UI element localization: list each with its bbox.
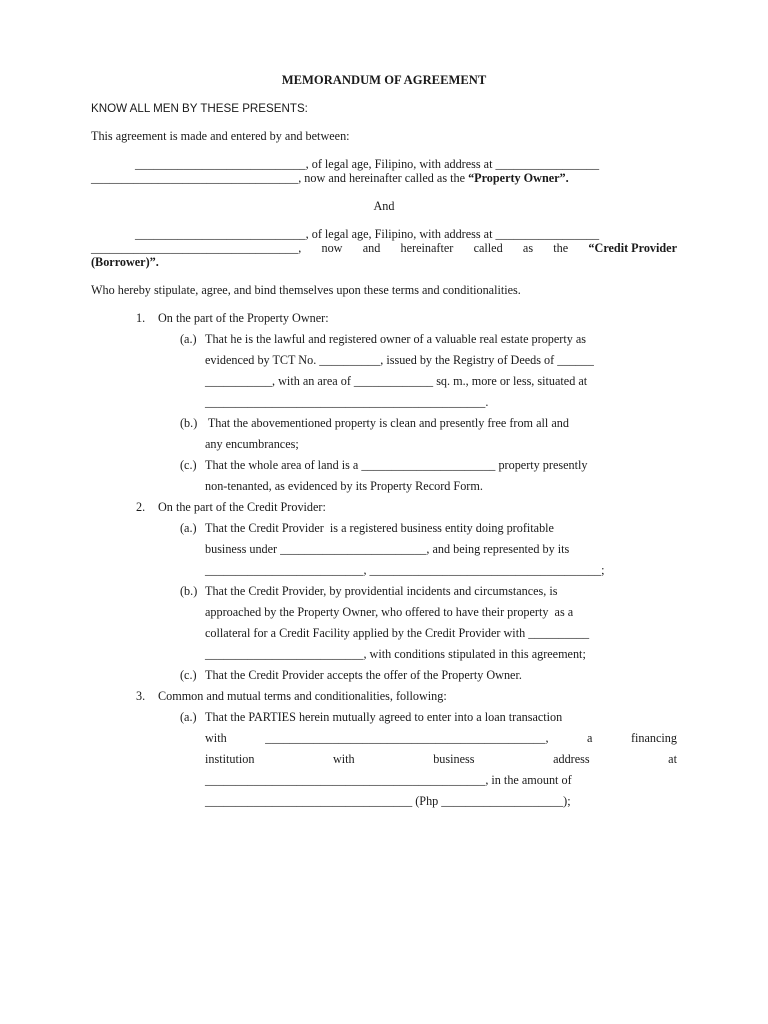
- s3-a-line1: That the PARTIES herein mutually agreed to enter into a loan transaction: [205, 710, 563, 724]
- word: with: [205, 731, 227, 745]
- s1-a-line4: ______________________________________________.: [205, 395, 489, 409]
- word: the: [553, 241, 569, 255]
- section-3-number: 3.: [136, 689, 146, 703]
- section-2-heading: On the part of the Credit Provider:: [158, 500, 326, 514]
- word: hereinafter: [400, 241, 454, 255]
- s3-a-line2: [205, 731, 677, 746]
- party1-line2-text: __________________________________, now and hereinafter called as the: [91, 171, 469, 185]
- and-separator: And: [373, 199, 395, 213]
- word: and: [362, 241, 381, 255]
- section-2-number: 2.: [136, 500, 146, 514]
- party2-blank: __________________________________,: [91, 241, 302, 255]
- word: with: [332, 752, 355, 766]
- s1-b-line1: That the abovementioned property is clean and presently free from all and: [205, 416, 569, 430]
- s2-a-line1: That the Credit Provider is a registered business entity doing profitable: [205, 521, 554, 535]
- s1-c-line1: That the whole area of land is a ______________________ property presently: [205, 458, 588, 472]
- word: business: [433, 752, 475, 766]
- lender-blank: ______________________________________________,: [265, 731, 549, 745]
- s1-b-line2: any encumbrances;: [205, 437, 299, 451]
- item-marker: (a.): [180, 521, 197, 535]
- item-marker: (b.): [180, 416, 198, 430]
- item-marker: (c.): [180, 458, 197, 472]
- s3-a-line3: [205, 752, 677, 767]
- s1-a-line1: That he is the lawful and registered owner of a valuable real estate property as: [205, 332, 587, 346]
- item-marker: (a.): [180, 332, 197, 346]
- section-3-heading: Common and mutual terms and conditionalities, following:: [158, 689, 447, 703]
- intro-text: This agreement is made and entered by and between:: [91, 129, 350, 143]
- word: at: [668, 752, 677, 766]
- property-owner-term: “Property Owner”.: [468, 171, 569, 185]
- stipulate-text: Who hereby stipulate, agree, and bind themselves upon these terms and conditionalities.: [91, 283, 521, 297]
- s2-a-line3: __________________________, ______________________________________;: [205, 563, 605, 577]
- s2-c-line1: That the Credit Provider accepts the offer of the Property Owner.: [205, 668, 522, 682]
- item-marker: (b.): [180, 584, 198, 598]
- s2-a-line2: business under ________________________, and being represented by its: [205, 542, 570, 556]
- credit-provider-term: “Credit Provider: [588, 241, 677, 255]
- know-all-heading: KNOW ALL MEN BY THESE PRESENTS:: [91, 102, 308, 115]
- s1-a-line2: evidenced by TCT No. __________, issued by the Registry of Deeds of ______: [205, 353, 594, 367]
- s1-c-line2: non-tenanted, as evidenced by its Property Record Form.: [205, 479, 483, 493]
- party1-line2: [91, 171, 569, 186]
- word: now: [321, 241, 343, 255]
- s3-a-line5: __________________________________ (Php ____________________);: [205, 794, 571, 808]
- party2-line2: [91, 241, 677, 256]
- word: institution: [205, 752, 255, 766]
- section-1-number: 1.: [136, 311, 146, 325]
- s2-b-line2: approached by the Property Owner, who offered to have their property as a: [205, 605, 574, 619]
- party1-line1: ____________________________, of legal age, Filipino, with address at _________________: [135, 157, 600, 171]
- s2-b-line1: That the Credit Provider, by providential incidents and circumstances, is: [205, 584, 558, 598]
- word: as: [522, 241, 534, 255]
- party2-line1: ____________________________, of legal age, Filipino, with address at _________________: [135, 227, 600, 241]
- s3-a-line4: ______________________________________________, in the amount of: [205, 773, 572, 787]
- document-title: MEMORANDUM OF AGREEMENT: [281, 73, 487, 87]
- s2-b-line3: collateral for a Credit Facility applied by the Credit Provider with __________: [205, 626, 590, 640]
- word: called: [473, 241, 503, 255]
- borrower-term: (Borrower)”.: [91, 255, 159, 269]
- word: financing: [630, 731, 677, 745]
- s2-b-line4: __________________________, with conditions stipulated in this agreement;: [205, 647, 586, 661]
- word: address: [553, 752, 590, 766]
- item-marker: (a.): [180, 710, 197, 724]
- section-1-heading: On the part of the Property Owner:: [158, 311, 329, 325]
- s1-a-line3: ___________, with an area of _____________ sq. m., more or less, situated at: [205, 374, 588, 388]
- word: a: [587, 731, 593, 745]
- item-marker: (c.): [180, 668, 197, 682]
